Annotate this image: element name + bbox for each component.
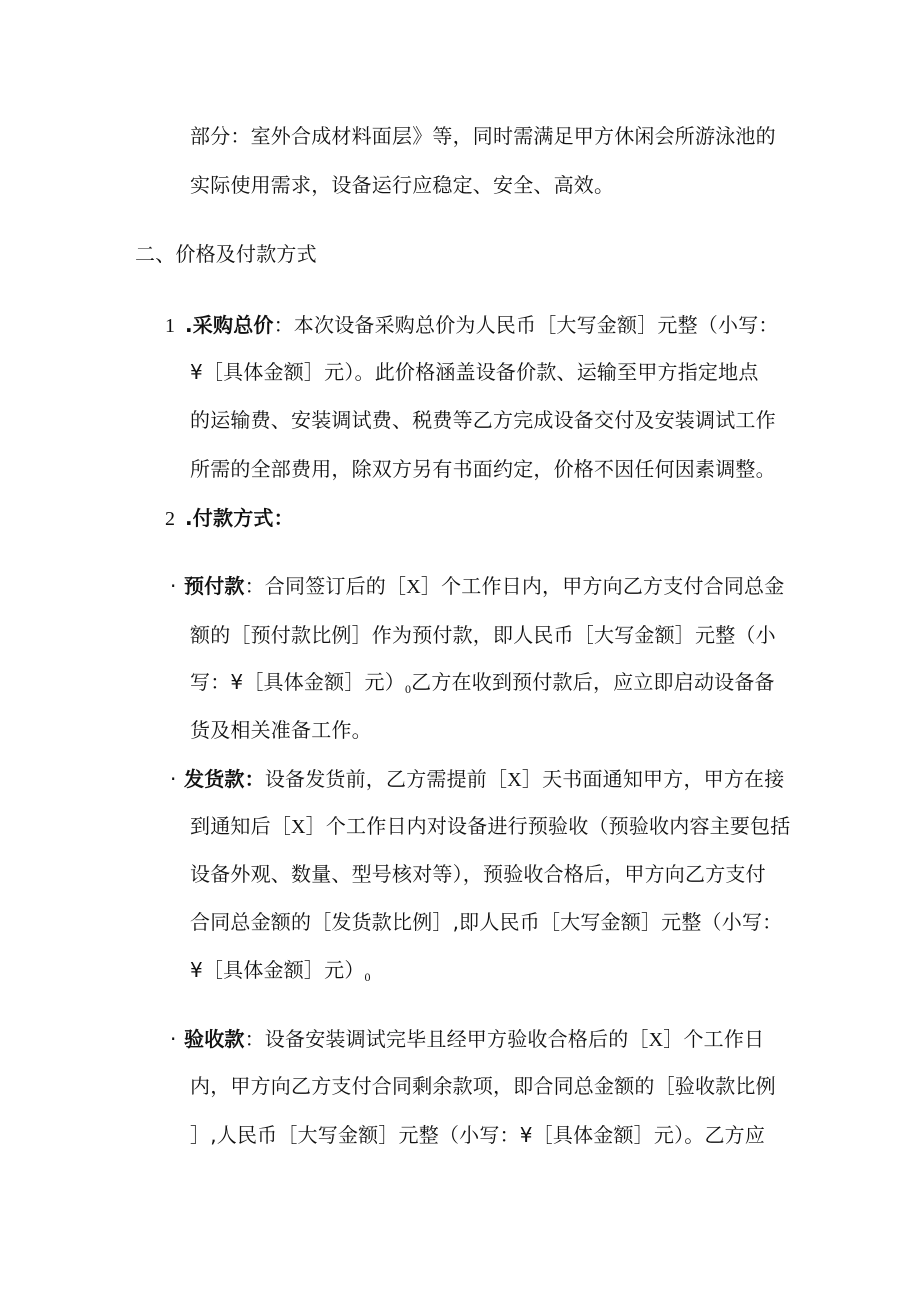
text: 个工作日内，甲方向乙方支付合同总金 bbox=[441, 574, 785, 598]
text: 额的［预付款比例］作为预付款，即人民币［大写金额］元整（小 bbox=[190, 623, 776, 647]
item-title: .采购总价 bbox=[185, 313, 274, 337]
text: 合同总金额的［发货款比例］,即人民币［大写金额］元整（小写： bbox=[190, 910, 783, 934]
item-number: 1 bbox=[165, 315, 176, 337]
placeholder: ［X］ bbox=[386, 576, 442, 598]
text: 货及相关准备工作。 bbox=[190, 718, 372, 742]
prepayment-line-1 bbox=[170, 572, 784, 601]
text: ：设备安装调试完毕且经甲方验收合格后的 bbox=[244, 1027, 629, 1051]
bullet-label: 发货款： bbox=[184, 767, 265, 791]
paragraph-line bbox=[190, 171, 614, 199]
text: 实际使用需求，设备运行应稳定、安全、高效。 bbox=[190, 173, 615, 197]
text: ：合同签订后的 bbox=[244, 574, 387, 598]
subscript: 0 bbox=[364, 970, 371, 984]
shipment-line-2 bbox=[190, 812, 790, 841]
text: 设备发货前，乙方需提前 bbox=[264, 767, 488, 791]
item-1-line-1 bbox=[165, 311, 779, 340]
text: ¥［具体金额］元）。此价格涵盖设备价款、运输至甲方指定地点 bbox=[190, 360, 759, 384]
item-number: 2 bbox=[165, 508, 176, 530]
text: 部分：室外合成材料面层》等，同时需满足甲方休闲会所游泳池的 bbox=[190, 124, 776, 148]
paragraph-line bbox=[190, 122, 776, 150]
shipment-line-4 bbox=[190, 908, 782, 936]
item-2-line-1 bbox=[165, 504, 294, 533]
item-title: .付款方式： bbox=[185, 506, 294, 530]
text: 所需的全部费用，除双方另有书面约定，价格不因任何因素调整。 bbox=[190, 457, 776, 481]
text: ¥［具体金额］元） bbox=[190, 958, 365, 982]
text: ：本次设备采购总价为人民币［大写金额］元整（小写： bbox=[273, 313, 779, 337]
prepayment-line-2 bbox=[190, 621, 776, 649]
text: 内，甲方向乙方支付合同剩余款项，即合同总金额的［验收款比例 bbox=[190, 1074, 776, 1098]
item-1-line-3 bbox=[190, 406, 776, 434]
subscript: 0 bbox=[404, 682, 412, 696]
section-heading bbox=[135, 240, 317, 268]
bullet-label: 验收款 bbox=[184, 1027, 245, 1051]
item-1-line-4 bbox=[190, 455, 776, 483]
shipment-line-3 bbox=[190, 860, 766, 888]
bullet-icon: · bbox=[170, 1027, 177, 1051]
section-heading-text: 二、价格及付款方式 bbox=[135, 242, 317, 266]
text: 天书面通知甲方，甲方在接 bbox=[542, 767, 785, 791]
bullet-icon: · bbox=[170, 574, 177, 598]
placeholder: ［X］ bbox=[270, 816, 326, 838]
item-1-line-2 bbox=[190, 358, 759, 386]
acceptance-line-1 bbox=[170, 1025, 764, 1054]
placeholder: ［X］ bbox=[487, 769, 543, 791]
text: 到通知后 bbox=[190, 814, 271, 838]
prepayment-line-3 bbox=[190, 668, 775, 703]
shipment-line-1 bbox=[170, 765, 784, 794]
text: 乙方在收到预付款后，应立即启动设备备 bbox=[411, 670, 775, 694]
acceptance-line-2 bbox=[190, 1072, 776, 1100]
prepayment-line-4 bbox=[190, 716, 372, 744]
bullet-icon: · bbox=[170, 767, 177, 791]
bullet-label: 预付款 bbox=[184, 574, 245, 598]
text: 个工作日内对设备进行预验收（预验收内容主要包括 bbox=[325, 814, 791, 838]
text: ］,人民币［大写金额］元整（小写：¥［具体金额］元）。乙方应 bbox=[190, 1123, 766, 1147]
text: 设备外观、数量、型号核对等），预验收合格后，甲方向乙方支付 bbox=[190, 862, 766, 886]
text: 写：¥［具体金额］元） bbox=[190, 670, 405, 694]
shipment-line-5 bbox=[190, 956, 371, 991]
placeholder: ［X］ bbox=[628, 1029, 684, 1051]
acceptance-line-3 bbox=[190, 1121, 765, 1149]
text: 的运输费、安装调试费、税费等乙方完成设备交付及安装调试工作 bbox=[190, 408, 776, 432]
text: 个工作日 bbox=[683, 1027, 765, 1051]
